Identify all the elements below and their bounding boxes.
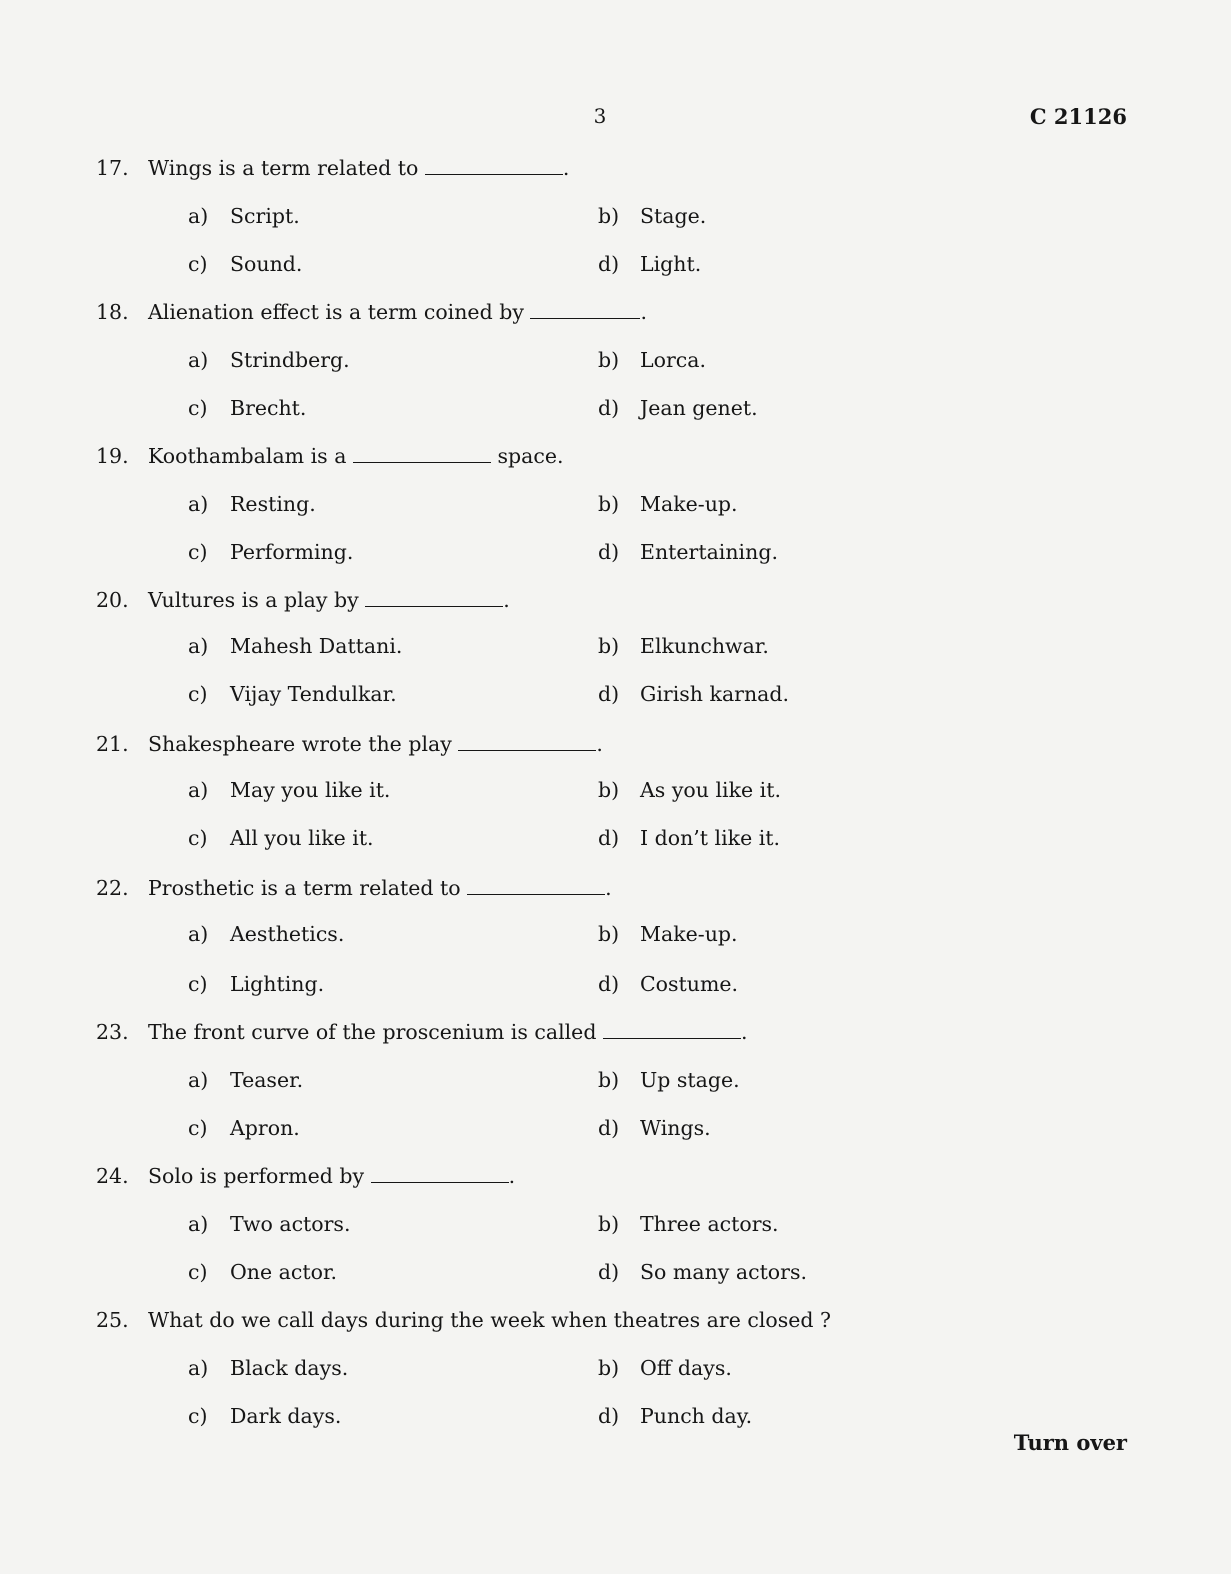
question-22 [96, 874, 1126, 902]
option-b: b) Lorca. [598, 348, 706, 372]
answer-blank [530, 304, 640, 319]
option-a: a) Script. [188, 204, 300, 228]
option-c: c) Performing. [188, 540, 354, 564]
question-text: What do we call days during the week when theatres are closed ? [148, 1308, 832, 1332]
question-number: 20. [96, 588, 129, 612]
question-number: 18. [96, 300, 129, 324]
answer-blank [353, 448, 491, 463]
question-text: Solo is performed by [148, 1164, 365, 1188]
question-number: 23. [96, 1020, 129, 1044]
answer-blank [467, 880, 605, 895]
option-a: a) Strindberg. [188, 348, 350, 372]
question-24 [96, 1162, 1126, 1190]
option-c: c) Apron. [188, 1116, 300, 1140]
question-number: 21. [96, 732, 129, 756]
question-19 [96, 442, 1126, 470]
option-a: a) Resting. [188, 492, 316, 516]
option-c: c) Brecht. [188, 396, 307, 420]
question-number: 24. [96, 1164, 129, 1188]
answer-blank [371, 1168, 509, 1183]
option-c: c) One actor. [188, 1260, 338, 1284]
option-a: a) Teaser. [188, 1068, 304, 1092]
question-end: . [596, 732, 603, 756]
option-c: c) Dark days. [188, 1404, 342, 1428]
answer-blank [425, 160, 563, 175]
option-b: b) As you like it. [598, 778, 781, 802]
question-text: The front curve of the proscenium is called [148, 1020, 597, 1044]
option-d: d) Girish karnad. [598, 682, 790, 706]
answer-blank [365, 592, 503, 607]
question-21 [96, 730, 1126, 758]
paper-code: C 21126 [1029, 104, 1127, 129]
question-end: . [508, 1164, 516, 1188]
question-end: . [503, 588, 510, 612]
option-c: c) All you like it. [188, 826, 374, 850]
option-c: c) Lighting. [188, 972, 325, 996]
option-b: b) Stage. [598, 204, 707, 228]
option-b: b) Elkunchwar. [598, 634, 769, 658]
option-a: a) Aesthetics. [188, 922, 345, 946]
option-a: a) Black days. [188, 1356, 349, 1380]
question-text: Alienation effect is a term coined by [148, 300, 524, 324]
question-number: 17. [96, 156, 129, 180]
option-b: b) Three actors. [598, 1212, 779, 1236]
question-20 [96, 586, 1126, 614]
question-18 [96, 298, 1126, 326]
question-25 [96, 1306, 1126, 1334]
question-text: Wings is a term related to [148, 156, 419, 180]
question-end: . [640, 300, 647, 324]
option-c: c) Sound. [188, 252, 303, 276]
question-text: Koothambalam is a [148, 444, 347, 468]
option-a: a) May you like it. [188, 778, 391, 802]
question-17 [96, 154, 1126, 182]
question-end: . [605, 876, 612, 900]
question-end: . [562, 156, 570, 180]
answer-blank [458, 736, 596, 751]
option-a: a) Mahesh Dattani. [188, 634, 403, 658]
option-d: d) Wings. [598, 1116, 711, 1140]
option-b: b) Up stage. [598, 1068, 740, 1092]
option-b: b) Make-up. [598, 492, 738, 516]
question-number: 19. [96, 444, 129, 468]
option-d: d) Entertaining. [598, 540, 778, 564]
option-b: b) Off days. [598, 1356, 732, 1380]
question-end: . [740, 1020, 748, 1044]
question-text: Vultures is a play by [148, 588, 359, 612]
option-b: b) Make-up. [598, 922, 738, 946]
option-d: d) Jean genet. [598, 396, 758, 420]
question-23 [96, 1018, 1126, 1046]
option-d: d) Costume. [598, 972, 739, 996]
option-a: a) Two actors. [188, 1212, 351, 1236]
question-number: 22. [96, 876, 129, 900]
option-d: d) So many actors. [598, 1260, 807, 1284]
turn-over-label: Turn over [1013, 1430, 1127, 1455]
question-number: 25. [96, 1308, 129, 1332]
option-d: d) Light. [598, 252, 702, 276]
option-c: c) Vijay Tendulkar. [188, 682, 397, 706]
option-d: d) Punch day. [598, 1404, 753, 1428]
question-end: space. [497, 444, 564, 468]
page-number: 3 [593, 104, 607, 128]
answer-blank [603, 1024, 741, 1039]
option-d: d) I don’t like it. [598, 826, 781, 850]
question-text: Prosthetic is a term related to [148, 876, 461, 900]
question-text: Shakespheare wrote the play [148, 732, 452, 756]
